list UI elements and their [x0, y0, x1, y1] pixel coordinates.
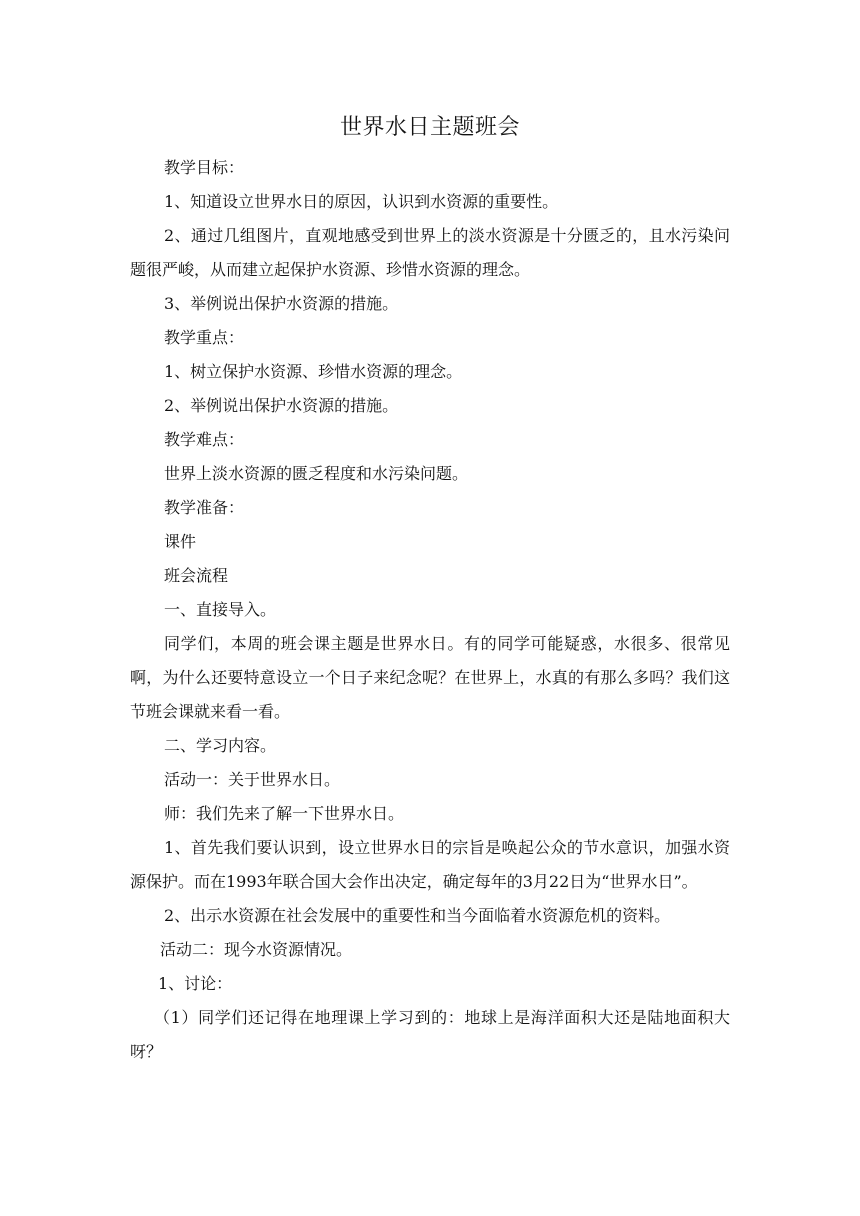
paragraph-activity-one-2: 2、出示水资源在社会发展中的重要性和当今面临着水资源危机的资料。	[164, 906, 671, 925]
paragraph-objective-3: 3、举例说出保护水资源的措施。	[164, 294, 399, 313]
paragraph-objective-1: 1、知道设立世界水日的原因，认识到水资源的重要性。	[164, 192, 559, 211]
paragraph-discussion: 1、讨论：	[158, 974, 233, 993]
section-heading-objectives: 教学目标：	[164, 158, 245, 177]
paragraph-difficulty: 世界上淡水资源的匮乏程度和水污染问题。	[164, 464, 469, 483]
section-heading-preparation: 教学准备：	[164, 498, 245, 517]
document-title: 世界水日主题班会	[339, 115, 520, 140]
paragraph-objective-2: 2、通过几组图片，直观地感受到世界上的淡水资源是十分匮乏的，且水污染问题很严峻，从而建立起保护水资源、珍惜水资源的理念。	[130, 226, 730, 279]
activity-two-heading: 活动二：现今水资源情况。	[160, 940, 353, 959]
subheading-learning-content: 二、学习内容。	[164, 736, 277, 755]
section-heading-difficulties: 教学难点：	[164, 430, 245, 449]
document-body	[130, 151, 730, 1069]
paragraph-key-point-1: 1、树立保护水资源、珍惜水资源的理念。	[164, 362, 463, 381]
paragraph-introduction: 同学们，本周的班会课主题是世界水日。有的同学可能疑惑，水很多、很常见啊，为什么还要特意设立一个日子来纪念呢？在世界上，水真的有那么多吗？我们这节班会课就来看一看。	[130, 634, 730, 721]
paragraph-question-1: （1）同学们还记得在地理课上学习到的：地球上是海洋面积大还是陆地面积大呀？	[130, 1008, 730, 1061]
paragraph-activity-one-1: 1、首先我们要认识到，设立世界水日的宗旨是唤起公众的节水意识，加强水资源保护。而在1993年联合国大会作出决定，确定每年的3月22日为“世界水日”。	[130, 838, 730, 891]
subheading-introduction: 一、直接导入。	[164, 600, 277, 619]
section-heading-key-points: 教学重点：	[164, 328, 245, 347]
activity-one-heading: 活动一：关于世界水日。	[164, 770, 341, 789]
paragraph-teacher-intro: 师：我们先来了解一下世界水日。	[164, 804, 405, 823]
paragraph-preparation: 课件	[164, 532, 197, 551]
paragraph-key-point-2: 2、举例说出保护水资源的措施。	[164, 396, 399, 415]
section-heading-procedure: 班会流程	[164, 566, 229, 585]
